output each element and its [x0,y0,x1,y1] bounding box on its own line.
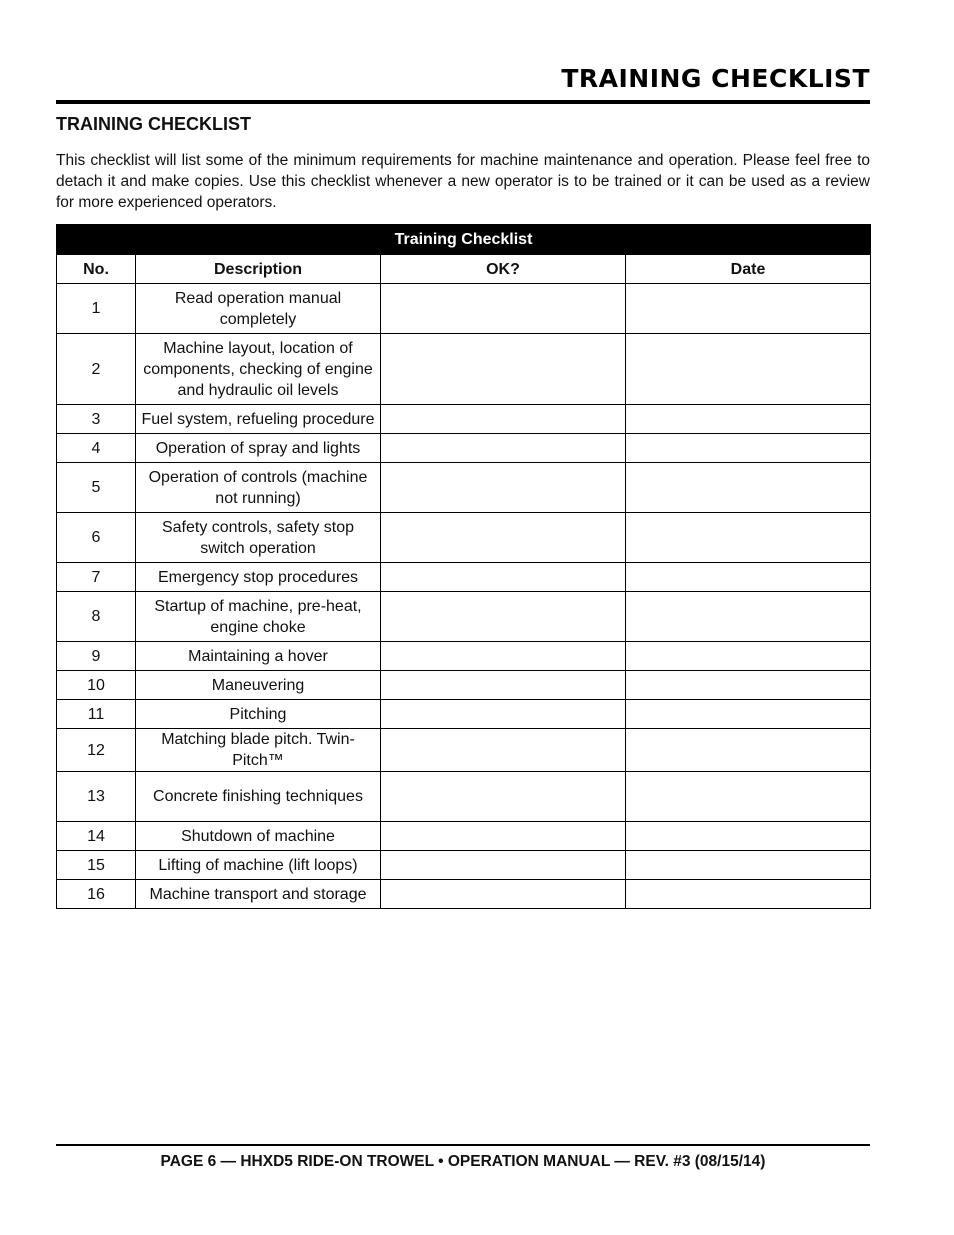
footer-rule [56,1144,870,1146]
row-ok-cell[interactable] [381,822,626,851]
table-row [57,463,871,513]
row-number: 6 [57,513,136,563]
page-footer: PAGE 6 — HHXD5 RIDE-ON TROWEL • OPERATION MANUAL — REV. #3 (08/15/14) [160,1153,766,1170]
row-number: 10 [57,671,136,700]
row-number: 1 [57,284,136,334]
row-description: Operation of controls (machine not running) [136,463,381,513]
table-row [57,700,871,729]
row-number: 3 [57,405,136,434]
row-ok-cell[interactable] [381,729,626,772]
row-number: 8 [57,592,136,642]
row-ok-cell[interactable] [381,671,626,700]
row-description: Shutdown of machine [136,822,381,851]
row-ok-cell[interactable] [381,563,626,592]
row-number: 14 [57,822,136,851]
row-description: Safety controls, safety stop switch operation [136,513,381,563]
column-header-date: Date [626,255,871,284]
row-number: 2 [57,334,136,405]
table-header-row [57,255,871,284]
row-ok-cell[interactable] [381,700,626,729]
row-date-cell[interactable] [626,592,871,642]
table-row [57,822,871,851]
section-title: TRAINING CHECKLIST [56,114,251,134]
row-date-cell[interactable] [626,405,871,434]
row-ok-cell[interactable] [381,772,626,822]
row-ok-cell[interactable] [381,405,626,434]
table-row [57,592,871,642]
row-ok-cell[interactable] [381,463,626,513]
table-row [57,729,871,772]
row-date-cell[interactable] [626,463,871,513]
row-description: Emergency stop procedures [136,563,381,592]
row-ok-cell[interactable] [381,851,626,880]
header-rule [56,100,870,104]
row-date-cell[interactable] [626,284,871,334]
row-date-cell[interactable] [626,772,871,822]
row-date-cell[interactable] [626,729,871,772]
row-date-cell[interactable] [626,880,871,909]
row-description: Maneuvering [136,671,381,700]
table-caption-row [57,225,871,255]
row-number: 13 [57,772,136,822]
table-row [57,513,871,563]
table-row [57,434,871,463]
row-number: 16 [57,880,136,909]
row-number: 11 [57,700,136,729]
table-row [57,772,871,822]
table-row [57,563,871,592]
row-number: 4 [57,434,136,463]
row-description: Read operation manual completely [136,284,381,334]
table-caption: Training Checklist [57,225,871,255]
row-date-cell[interactable] [626,822,871,851]
row-date-cell[interactable] [626,700,871,729]
row-description: Startup of machine, pre-heat, engine choke [136,592,381,642]
row-description: Operation of spray and lights [136,434,381,463]
row-ok-cell[interactable] [381,513,626,563]
row-ok-cell[interactable] [381,434,626,463]
row-number: 5 [57,463,136,513]
table-row [57,880,871,909]
training-checklist-table [56,224,871,909]
table-row [57,284,871,334]
table-row [57,334,871,405]
row-number: 12 [57,729,136,772]
intro-paragraph: This checklist will list some of the minimum requirements for machine maintenance and operation. Please feel free to detach it and make copies. Use this checklist whenever a new operator is to be trained or it can be used as a review for more experienced operators. [56,152,870,211]
row-description: Lifting of machine (lift loops) [136,851,381,880]
row-ok-cell[interactable] [381,592,626,642]
row-ok-cell[interactable] [381,642,626,671]
table-row [57,851,871,880]
table-row [57,671,871,700]
row-date-cell[interactable] [626,851,871,880]
row-ok-cell[interactable] [381,334,626,405]
row-description: Machine layout, location of components, checking of engine and hydraulic oil levels [136,334,381,405]
row-description: Fuel system, refueling procedure [136,405,381,434]
row-ok-cell[interactable] [381,284,626,334]
row-ok-cell[interactable] [381,880,626,909]
row-date-cell[interactable] [626,434,871,463]
row-number: 7 [57,563,136,592]
row-number: 9 [57,642,136,671]
row-date-cell[interactable] [626,642,871,671]
column-header-ok: OK? [381,255,626,284]
row-date-cell[interactable] [626,563,871,592]
row-number: 15 [57,851,136,880]
table-row [57,642,871,671]
row-description: Matching blade pitch. Twin-Pitch™ [136,729,381,772]
row-description: Maintaining a hover [136,642,381,671]
row-description: Machine transport and storage [136,880,381,909]
page-header-title: TRAINING CHECKLIST [561,64,870,93]
row-date-cell[interactable] [626,334,871,405]
column-header-no: No. [57,255,136,284]
row-date-cell[interactable] [626,671,871,700]
column-header-description: Description [136,255,381,284]
row-description: Concrete finishing techniques [136,772,381,822]
row-date-cell[interactable] [626,513,871,563]
row-description: Pitching [136,700,381,729]
table-row [57,405,871,434]
